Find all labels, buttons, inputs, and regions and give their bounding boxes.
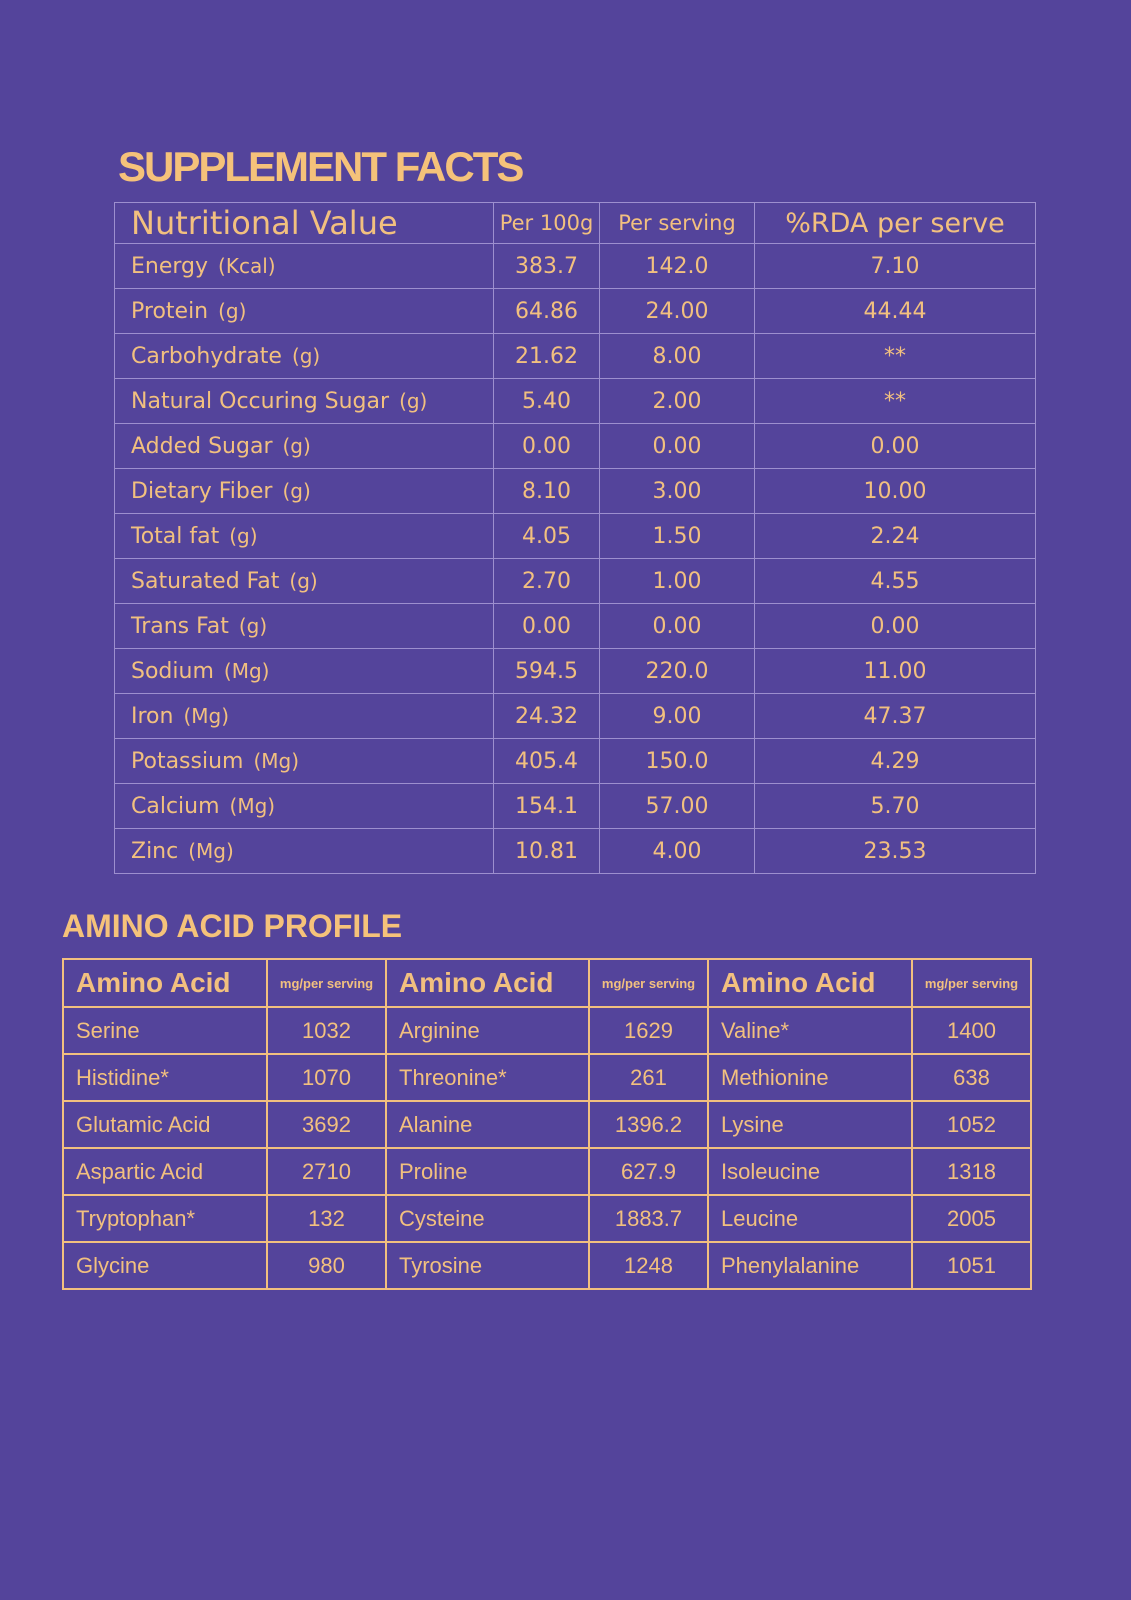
header-nutritional-value: Nutritional Value: [115, 203, 494, 244]
nutrient-unit: (g): [229, 523, 258, 548]
amino-acid-name: Valine*: [708, 1007, 912, 1054]
amino-acid-name: Serine: [63, 1007, 267, 1054]
amino-acid-value: 261: [589, 1054, 708, 1101]
nutrient-name: Energy: [131, 253, 209, 279]
per-serving-value: 142.0: [600, 244, 755, 289]
amino-acid-name: Proline: [386, 1148, 589, 1195]
table-header-row: [63, 959, 1031, 1007]
rda-value: 5.70: [755, 784, 1036, 829]
amino-acid-name: Alanine: [386, 1101, 589, 1148]
amino-acid-value: 1052: [912, 1101, 1031, 1148]
per-serving-value: 4.00: [600, 829, 755, 874]
nutrient-name: Calcium: [131, 793, 220, 819]
per-serving-value: 57.00: [600, 784, 755, 829]
rda-value: 23.53: [755, 829, 1036, 874]
nutrient-name: Iron: [131, 703, 174, 729]
rda-value: 11.00: [755, 649, 1036, 694]
amino-acid-value: 1396.2: [589, 1101, 708, 1148]
nutrient-unit: (Mg): [229, 793, 276, 818]
table-row: [115, 514, 1036, 559]
nutrient-name: Saturated Fat: [131, 568, 280, 594]
table-row: [63, 1148, 1031, 1195]
nutrient-name: Trans Fat: [131, 613, 229, 639]
amino-acid-value: 1032: [267, 1007, 386, 1054]
nutrient-cell: [115, 334, 494, 379]
per-100g-value: 0.00: [494, 424, 600, 469]
amino-acid-name: Tryptophan*: [63, 1195, 267, 1242]
table-row: [115, 334, 1036, 379]
header-amino-acid: Amino Acid: [708, 959, 912, 1007]
table-row: [115, 604, 1036, 649]
per-100g-value: 2.70: [494, 559, 600, 604]
header-per-100g: Per 100g: [494, 203, 600, 244]
per-100g-value: 0.00: [494, 604, 600, 649]
per-serving-value: 8.00: [600, 334, 755, 379]
header-mg-per-serving: mg/per serving: [267, 959, 386, 1007]
nutrient-cell: [115, 469, 494, 514]
table-row: [63, 1054, 1031, 1101]
amino-acid-value: 2005: [912, 1195, 1031, 1242]
per-serving-value: 220.0: [600, 649, 755, 694]
nutrient-name: Dietary Fiber: [131, 478, 273, 504]
nutrient-unit: (Mg): [183, 703, 230, 728]
amino-acid-value: 132: [267, 1195, 386, 1242]
header-amino-acid: Amino Acid: [63, 959, 267, 1007]
amino-acid-value: 1629: [589, 1007, 708, 1054]
amino-acid-name: Glutamic Acid: [63, 1101, 267, 1148]
nutrient-cell: [115, 784, 494, 829]
per-100g-value: 4.05: [494, 514, 600, 559]
table-row: [63, 1101, 1031, 1148]
amino-acid-value: 627.9: [589, 1148, 708, 1195]
table-row: [115, 379, 1036, 424]
nutrient-cell: [115, 514, 494, 559]
nutrient-name: Total fat: [131, 523, 220, 549]
nutrient-unit: (g): [218, 298, 247, 323]
nutrient-unit: (Mg): [188, 838, 234, 863]
rda-value: 4.55: [755, 559, 1036, 604]
header-per-serving: Per serving: [600, 203, 755, 244]
rda-value: 4.29: [755, 739, 1036, 784]
nutrient-unit: (g): [282, 433, 311, 458]
nutrient-name: Natural Occuring Sugar: [131, 388, 390, 414]
nutrient-name: Zinc: [131, 838, 179, 864]
supplement-facts-body: [115, 244, 1036, 874]
amino-acid-value: 2710: [267, 1148, 386, 1195]
per-serving-value: 1.50: [600, 514, 755, 559]
nutrient-unit: (g): [399, 388, 428, 413]
per-serving-value: 0.00: [600, 424, 755, 469]
table-row: [115, 784, 1036, 829]
amino-acid-name: Isoleucine: [708, 1148, 912, 1195]
per-100g-value: 5.40: [494, 379, 600, 424]
header-amino-acid: Amino Acid: [386, 959, 589, 1007]
amino-acid-name: Tyrosine: [386, 1242, 589, 1289]
nutrient-cell: [115, 289, 494, 334]
nutrient-cell: [115, 829, 494, 874]
nutrient-cell: [115, 379, 494, 424]
amino-acid-name: Threonine*: [386, 1054, 589, 1101]
per-100g-value: 405.4: [494, 739, 600, 784]
table-row: [115, 289, 1036, 334]
nutrient-cell: [115, 649, 494, 694]
amino-acid-value: 1248: [589, 1242, 708, 1289]
table-row: [115, 829, 1036, 874]
nutrient-name: Added Sugar: [131, 433, 273, 459]
nutrient-cell: [115, 559, 494, 604]
amino-acid-body: [63, 1007, 1031, 1289]
nutrient-unit: (Mg): [253, 748, 300, 773]
amino-acid-profile-title: AMINO ACID PROFILE: [62, 908, 403, 944]
amino-acid-name: Glycine: [63, 1242, 267, 1289]
table-header-row: [115, 203, 1036, 244]
table-row: [63, 1007, 1031, 1054]
per-100g-value: 10.81: [494, 829, 600, 874]
per-serving-value: 9.00: [600, 694, 755, 739]
per-100g-value: 594.5: [494, 649, 600, 694]
amino-acid-name: Arginine: [386, 1007, 589, 1054]
nutrient-name: Protein: [131, 298, 209, 324]
per-serving-value: 150.0: [600, 739, 755, 784]
amino-acid-name: Phenylalanine: [708, 1242, 912, 1289]
per-serving-value: 24.00: [600, 289, 755, 334]
rda-value: **: [755, 334, 1036, 379]
amino-acid-name: Cysteine: [386, 1195, 589, 1242]
header-mg-per-serving: mg/per serving: [912, 959, 1031, 1007]
rda-value: 0.00: [755, 604, 1036, 649]
table-row: [63, 1195, 1031, 1242]
nutrient-cell: [115, 739, 494, 784]
per-100g-value: 24.32: [494, 694, 600, 739]
per-100g-value: 64.86: [494, 289, 600, 334]
nutrient-unit: (g): [282, 478, 311, 503]
rda-value: 10.00: [755, 469, 1036, 514]
nutrient-unit: (g): [238, 613, 268, 638]
supplement-facts-title: SUPPLEMENT FACTS: [118, 143, 523, 190]
table-row: [63, 1242, 1031, 1289]
amino-acid-value: 1883.7: [589, 1195, 708, 1242]
nutrient-name: Carbohydrate: [131, 343, 282, 369]
amino-acid-value: 3692: [267, 1101, 386, 1148]
per-100g-value: 383.7: [494, 244, 600, 289]
table-row: [115, 739, 1036, 784]
nutrient-unit: (g): [291, 343, 321, 368]
per-100g-value: 21.62: [494, 334, 600, 379]
amino-acid-value: 638: [912, 1054, 1031, 1101]
rda-value: 47.37: [755, 694, 1036, 739]
table-row: [115, 694, 1036, 739]
nutrient-unit: (Kcal): [218, 253, 276, 278]
per-100g-value: 154.1: [494, 784, 600, 829]
amino-acid-value: 1051: [912, 1242, 1031, 1289]
amino-acid-name: Histidine*: [63, 1054, 267, 1101]
rda-value: 2.24: [755, 514, 1036, 559]
header-mg-per-serving: mg/per serving: [589, 959, 708, 1007]
table-row: [115, 559, 1036, 604]
amino-acid-name: Aspartic Acid: [63, 1148, 267, 1195]
table-row: [115, 649, 1036, 694]
rda-value: 44.44: [755, 289, 1036, 334]
amino-acid-value: 1318: [912, 1148, 1031, 1195]
per-serving-value: 0.00: [600, 604, 755, 649]
per-serving-value: 1.00: [600, 559, 755, 604]
amino-acid-name: Methionine: [708, 1054, 912, 1101]
rda-value: 7.10: [755, 244, 1036, 289]
table-row: [115, 424, 1036, 469]
amino-acid-value: 980: [267, 1242, 386, 1289]
per-100g-value: 8.10: [494, 469, 600, 514]
table-row: [115, 469, 1036, 514]
nutrient-unit: (Mg): [223, 658, 270, 683]
per-serving-value: 2.00: [600, 379, 755, 424]
amino-acid-table: [62, 958, 1032, 1290]
nutrient-cell: [115, 244, 494, 289]
nutrient-cell: [115, 694, 494, 739]
nutrient-cell: [115, 604, 494, 649]
nutrient-cell: [115, 424, 494, 469]
per-serving-value: 3.00: [600, 469, 755, 514]
amino-acid-name: Leucine: [708, 1195, 912, 1242]
nutrient-name: Sodium: [131, 658, 214, 684]
amino-acid-value: 1400: [912, 1007, 1031, 1054]
nutrient-unit: (g): [289, 568, 318, 593]
table-row: [115, 244, 1036, 289]
amino-acid-name: Lysine: [708, 1101, 912, 1148]
amino-acid-value: 1070: [267, 1054, 386, 1101]
nutrient-name: Potassium: [131, 748, 244, 774]
supplement-facts-table: [114, 202, 1036, 874]
rda-value: 0.00: [755, 424, 1036, 469]
header-rda-per-serve: %RDA per serve: [755, 203, 1036, 244]
rda-value: **: [755, 379, 1036, 424]
